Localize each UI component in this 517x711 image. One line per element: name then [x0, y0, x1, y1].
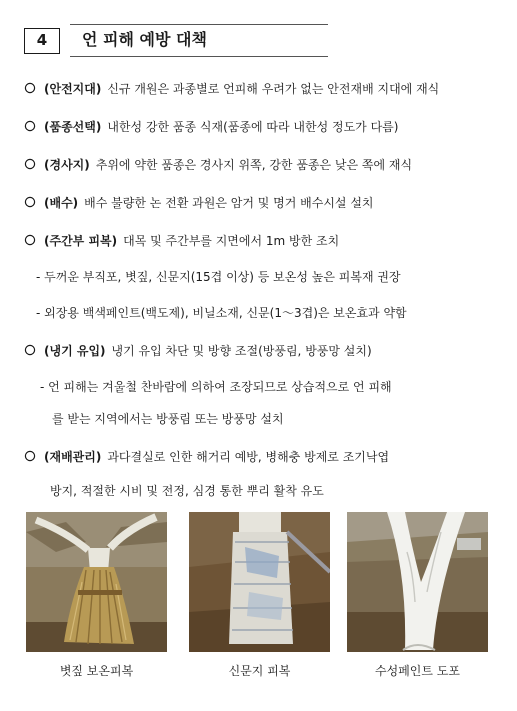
photo-newspaper-wrap [189, 512, 330, 652]
photo-straw-wrap [26, 512, 167, 652]
item-text: 과다결실로 인한 해거리 예방, 병해충 방제로 조기낙엽 [107, 450, 390, 464]
photo-white-paint [347, 512, 488, 652]
circle-bullet-icon [24, 120, 36, 132]
item-text: 내한성 강한 품종 식재(품종에 따라 내한성 정도가 다름) [107, 120, 399, 134]
item-text: 대목 및 주간부를 지면에서 1m 방한 조치 [123, 234, 340, 248]
item-key: (재배관리) [44, 450, 102, 464]
sub-item: - 언 피해는 겨울철 찬바람에 의하여 조장되므로 상습적으로 언 피해 [40, 380, 392, 394]
circle-bullet-icon [24, 196, 36, 208]
photo-caption: 볏짚 보온피복 [59, 664, 134, 678]
photo-caption: 신문지 피복 [228, 664, 291, 678]
item-key: (배수) [44, 196, 79, 210]
item-key: (경사지) [44, 158, 90, 172]
sub-item-continued: 를 받는 지역에서는 방풍림 또는 방풍망 설치 [52, 412, 284, 426]
section-header [24, 24, 328, 58]
circle-bullet-icon [24, 158, 36, 170]
circle-bullet-icon [24, 234, 36, 246]
item-safe-zone [24, 80, 439, 98]
item-continued: 방지, 적절한 시비 및 전정, 심경 통한 뿌리 활착 유도 [50, 484, 324, 498]
section-title: 언 피해 예방 대책 [70, 24, 328, 57]
item-key: (품종선택) [44, 120, 102, 134]
sub-item: - 두꺼운 부직포, 볏짚, 신문지(15겹 이상) 등 보온성 높은 피복재 권장 [36, 270, 401, 284]
section-number: 4 [24, 28, 60, 54]
sub-item: - 외장용 백색페인트(백도제), 비닐소재, 신문(1～3겹)은 보온효과 약함 [36, 306, 407, 320]
item-key: (안전지대) [44, 82, 102, 96]
circle-bullet-icon [24, 82, 36, 94]
circle-bullet-icon [24, 344, 36, 356]
item-trunk-cover [24, 232, 339, 250]
photo-row [26, 512, 496, 702]
item-key: (냉기 유입) [44, 344, 106, 358]
item-cultivation [24, 448, 389, 466]
circle-bullet-icon [24, 450, 36, 462]
item-drainage [24, 194, 374, 212]
item-key: (주간부 피복) [44, 234, 118, 248]
item-text: 신규 개원은 과종별로 언피해 우려가 없는 안전재배 지대에 재식 [107, 82, 440, 96]
item-variety [24, 118, 398, 136]
item-text: 배수 불량한 논 전환 과원은 암거 및 명거 배수시설 설치 [84, 196, 374, 210]
item-slope [24, 156, 412, 174]
photo-caption: 수성페인트 도포 [375, 664, 460, 678]
item-cold-air [24, 342, 372, 360]
item-text: 냉기 유입 차단 및 방향 조절(방풍림, 방풍망 설치) [111, 344, 372, 358]
item-text: 추위에 약한 품종은 경사지 위쪽, 강한 품종은 낮은 쪽에 재식 [95, 158, 413, 172]
